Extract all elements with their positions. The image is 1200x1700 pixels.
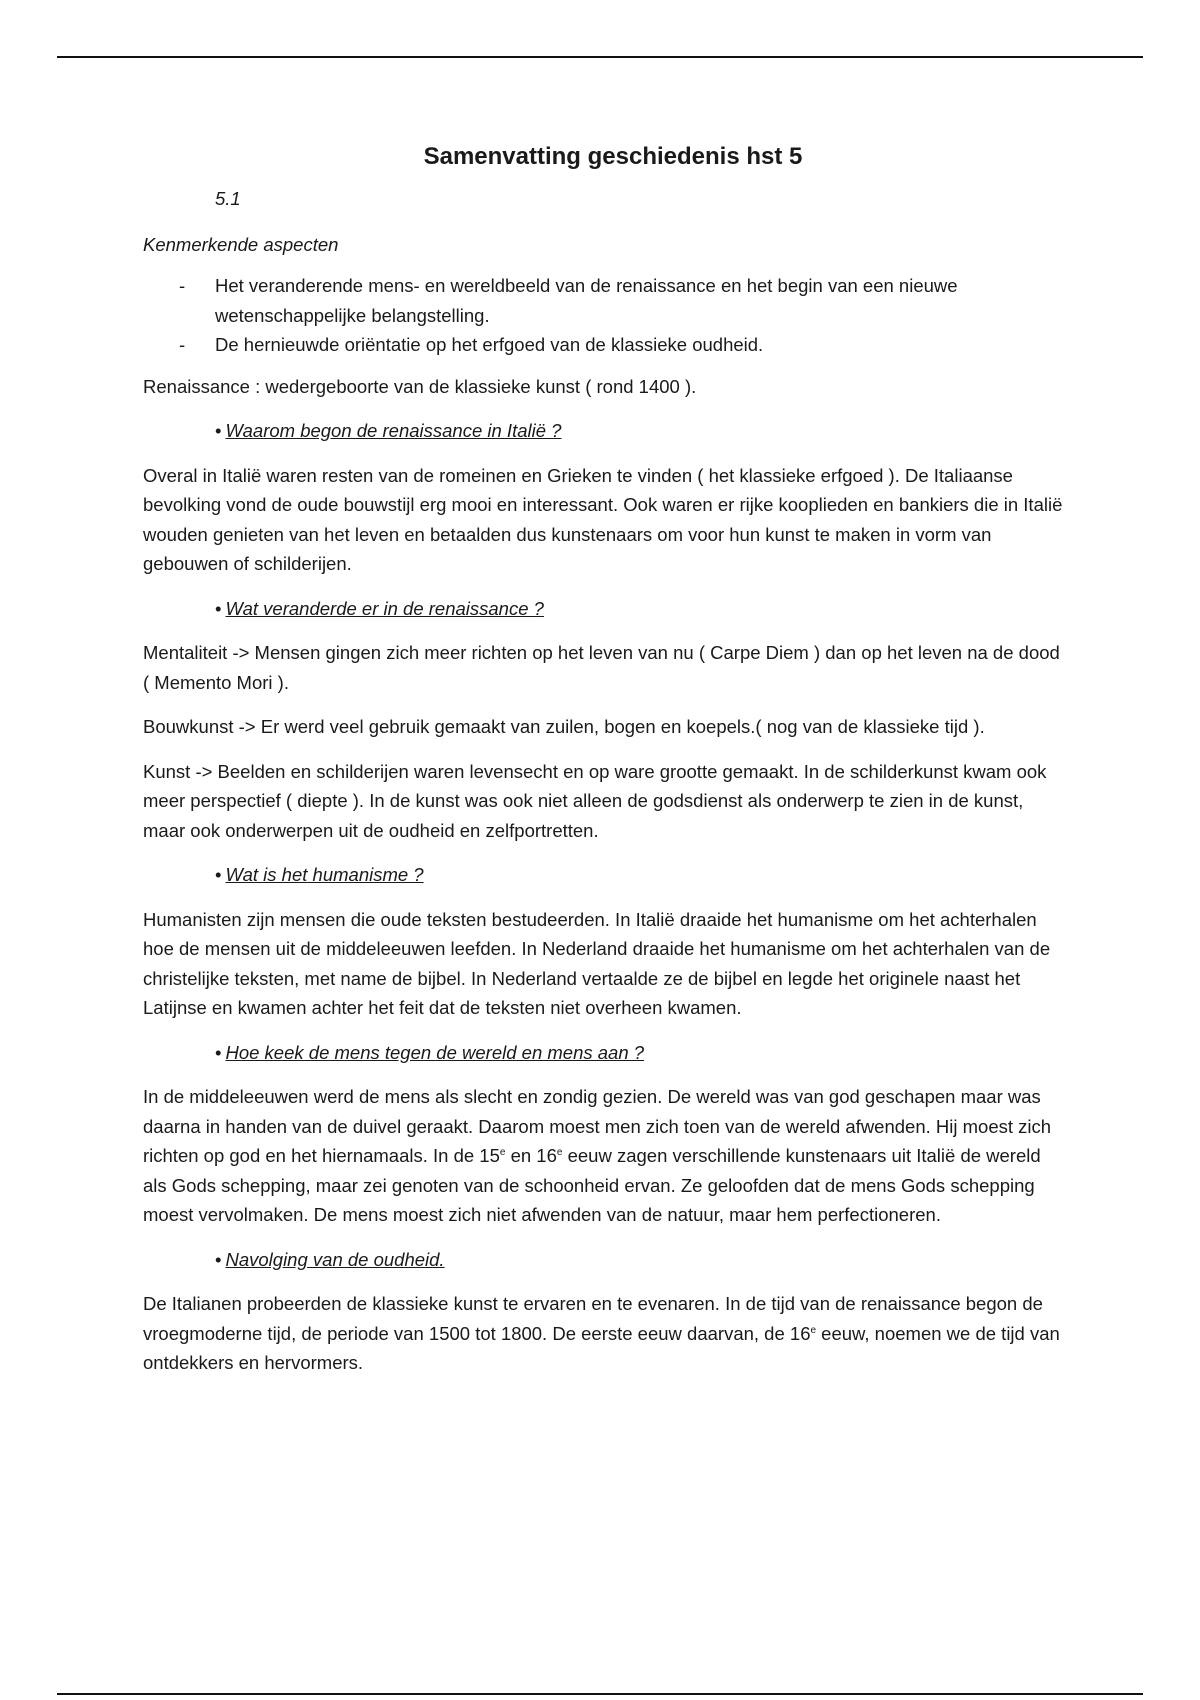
bullet-marker: • — [215, 1041, 222, 1063]
footer-rule — [57, 1693, 1143, 1695]
question-text: Navolging van de oudheid. — [225, 1248, 445, 1270]
answer-text: In de middeleeuwen werd de mens als slecht en zondig gezien. De wereld was van god geschapen maar was daarna in handen van de duivel geraakt. Daarom moest men zich toen van de wereld afwenden. Hij moest zich richten op god en het hiernamaals. In de 15 — [143, 1086, 1052, 1166]
question-text: Wat is het humanisme ? — [225, 864, 424, 885]
question-heading — [215, 1038, 1063, 1068]
document-page — [143, 140, 1063, 1393]
question-heading — [215, 1245, 1063, 1275]
superscript: e — [499, 1146, 506, 1158]
answer-paragraph — [143, 1289, 1063, 1378]
bullet-marker: • — [215, 420, 222, 441]
subheading-kenmerkende-aspecten: Kenmerkende aspecten — [143, 233, 339, 255]
answer-text: eeuw, noemen we de tijd van ontdekkers en hervormers. — [143, 1322, 1060, 1373]
bullet-marker: • — [215, 864, 222, 885]
header-rule — [57, 56, 1143, 58]
question-heading — [215, 594, 1063, 624]
list-item — [143, 330, 1063, 360]
answer-text: eeuw zagen verschillende kunstenaars uit Italië de wereld als Gods schepping, maar zei genoten van de schoonheid ervan. Ze geloofden dat de mens Gods schepping moest vervolmaken. De mens moest zich niet afwenden van de natuur, maar hem perfectioneren. — [143, 1145, 1041, 1225]
bouwkunst-paragraph: Bouwkunst -> Er werd veel gebruik gemaakt van zuilen, bogen en koepels.( nog van de klassieke tijd ). — [143, 716, 985, 737]
answer-paragraph: Overal in Italië waren resten van de romeinen en Grieken te vinden ( het klassieke erfgoed ). De Italiaanse bevolking vond de oude bouwstijl erg mooi en interessant. Ook waren er rijke kooplieden en bankiers die in Italië wouden genieten van het leven en betaalden dus kunstenaars om voor hun kunst te maken in vorm van gebouwen of schilderijen. — [143, 464, 1063, 574]
answer-text: en 16 — [505, 1145, 557, 1166]
question-text: Hoe keek de mens tegen de wereld en mens aan ? — [225, 1041, 645, 1063]
aspects-list — [143, 271, 1063, 360]
question-text: Wat veranderde er in de renaissance ? — [225, 597, 544, 619]
list-item — [143, 271, 1063, 330]
question-heading — [215, 416, 1063, 446]
superscript: e — [810, 1324, 817, 1336]
list-item-text: De hernieuwde oriëntatie op het erfgoed van de klassieke oudheid. — [215, 334, 764, 355]
mentaliteit-paragraph: Mentaliteit -> Mensen gingen zich meer richten op het leven van nu ( Carpe Diem ) dan op het leven na de dood ( Memento Mori ). — [143, 642, 1060, 693]
dash-marker: - — [179, 334, 186, 355]
question-heading — [215, 860, 1063, 890]
section-number: 5.1 — [215, 188, 241, 209]
superscript: e — [556, 1146, 563, 1158]
answer-paragraph: Humanisten zijn mensen die oude teksten bestudeerden. In Italië draaide het humanisme om het achterhalen hoe de mensen uit de middeleeuwen leefden. In Nederland draaide het humanisme om het achterhalen van de christelijke teksten, met name de bijbel. In Nederland vertaalde ze de bijbel en legde het originele naast het Latijnse en kwamen achter het feit dat de teksten niet overheen kwamen. — [143, 908, 1051, 1018]
answer-text: De Italianen probeerden de klassieke kunst te ervaren en te evenaren. In de tijd van de renaissance begon de vroegmoderne tijd, de periode van 1500 tot 1800. De eerste eeuw daarvan, de 16 — [143, 1293, 1043, 1344]
dash-marker: - — [179, 275, 186, 296]
answer-paragraph — [143, 1082, 1063, 1230]
kunst-paragraph: Kunst -> Beelden en schilderijen waren levensecht en op ware grootte gemaakt. In de schilderkunst kwam ook meer perspectief ( diepte ). In de kunst was ook niet alleen de godsdienst als onderwerp te zien in de kunst, maar ook onderwerpen uit de oudheid en zelfportretten. — [143, 760, 1047, 841]
renaissance-definition: Renaissance : wedergeboorte van de klassieke kunst ( rond 1400 ). — [143, 375, 697, 397]
bullet-marker: • — [215, 1248, 222, 1270]
bullet-marker: • — [215, 597, 222, 619]
list-item-text: Het veranderende mens- en wereldbeeld van de renaissance en het begin van een nieuwe wetenschappelijke belangstelling. — [215, 275, 958, 326]
document-title: Samenvatting geschiedenis hst 5 — [423, 143, 803, 170]
question-text: Waarom begon de renaissance in Italië ? — [225, 420, 562, 441]
